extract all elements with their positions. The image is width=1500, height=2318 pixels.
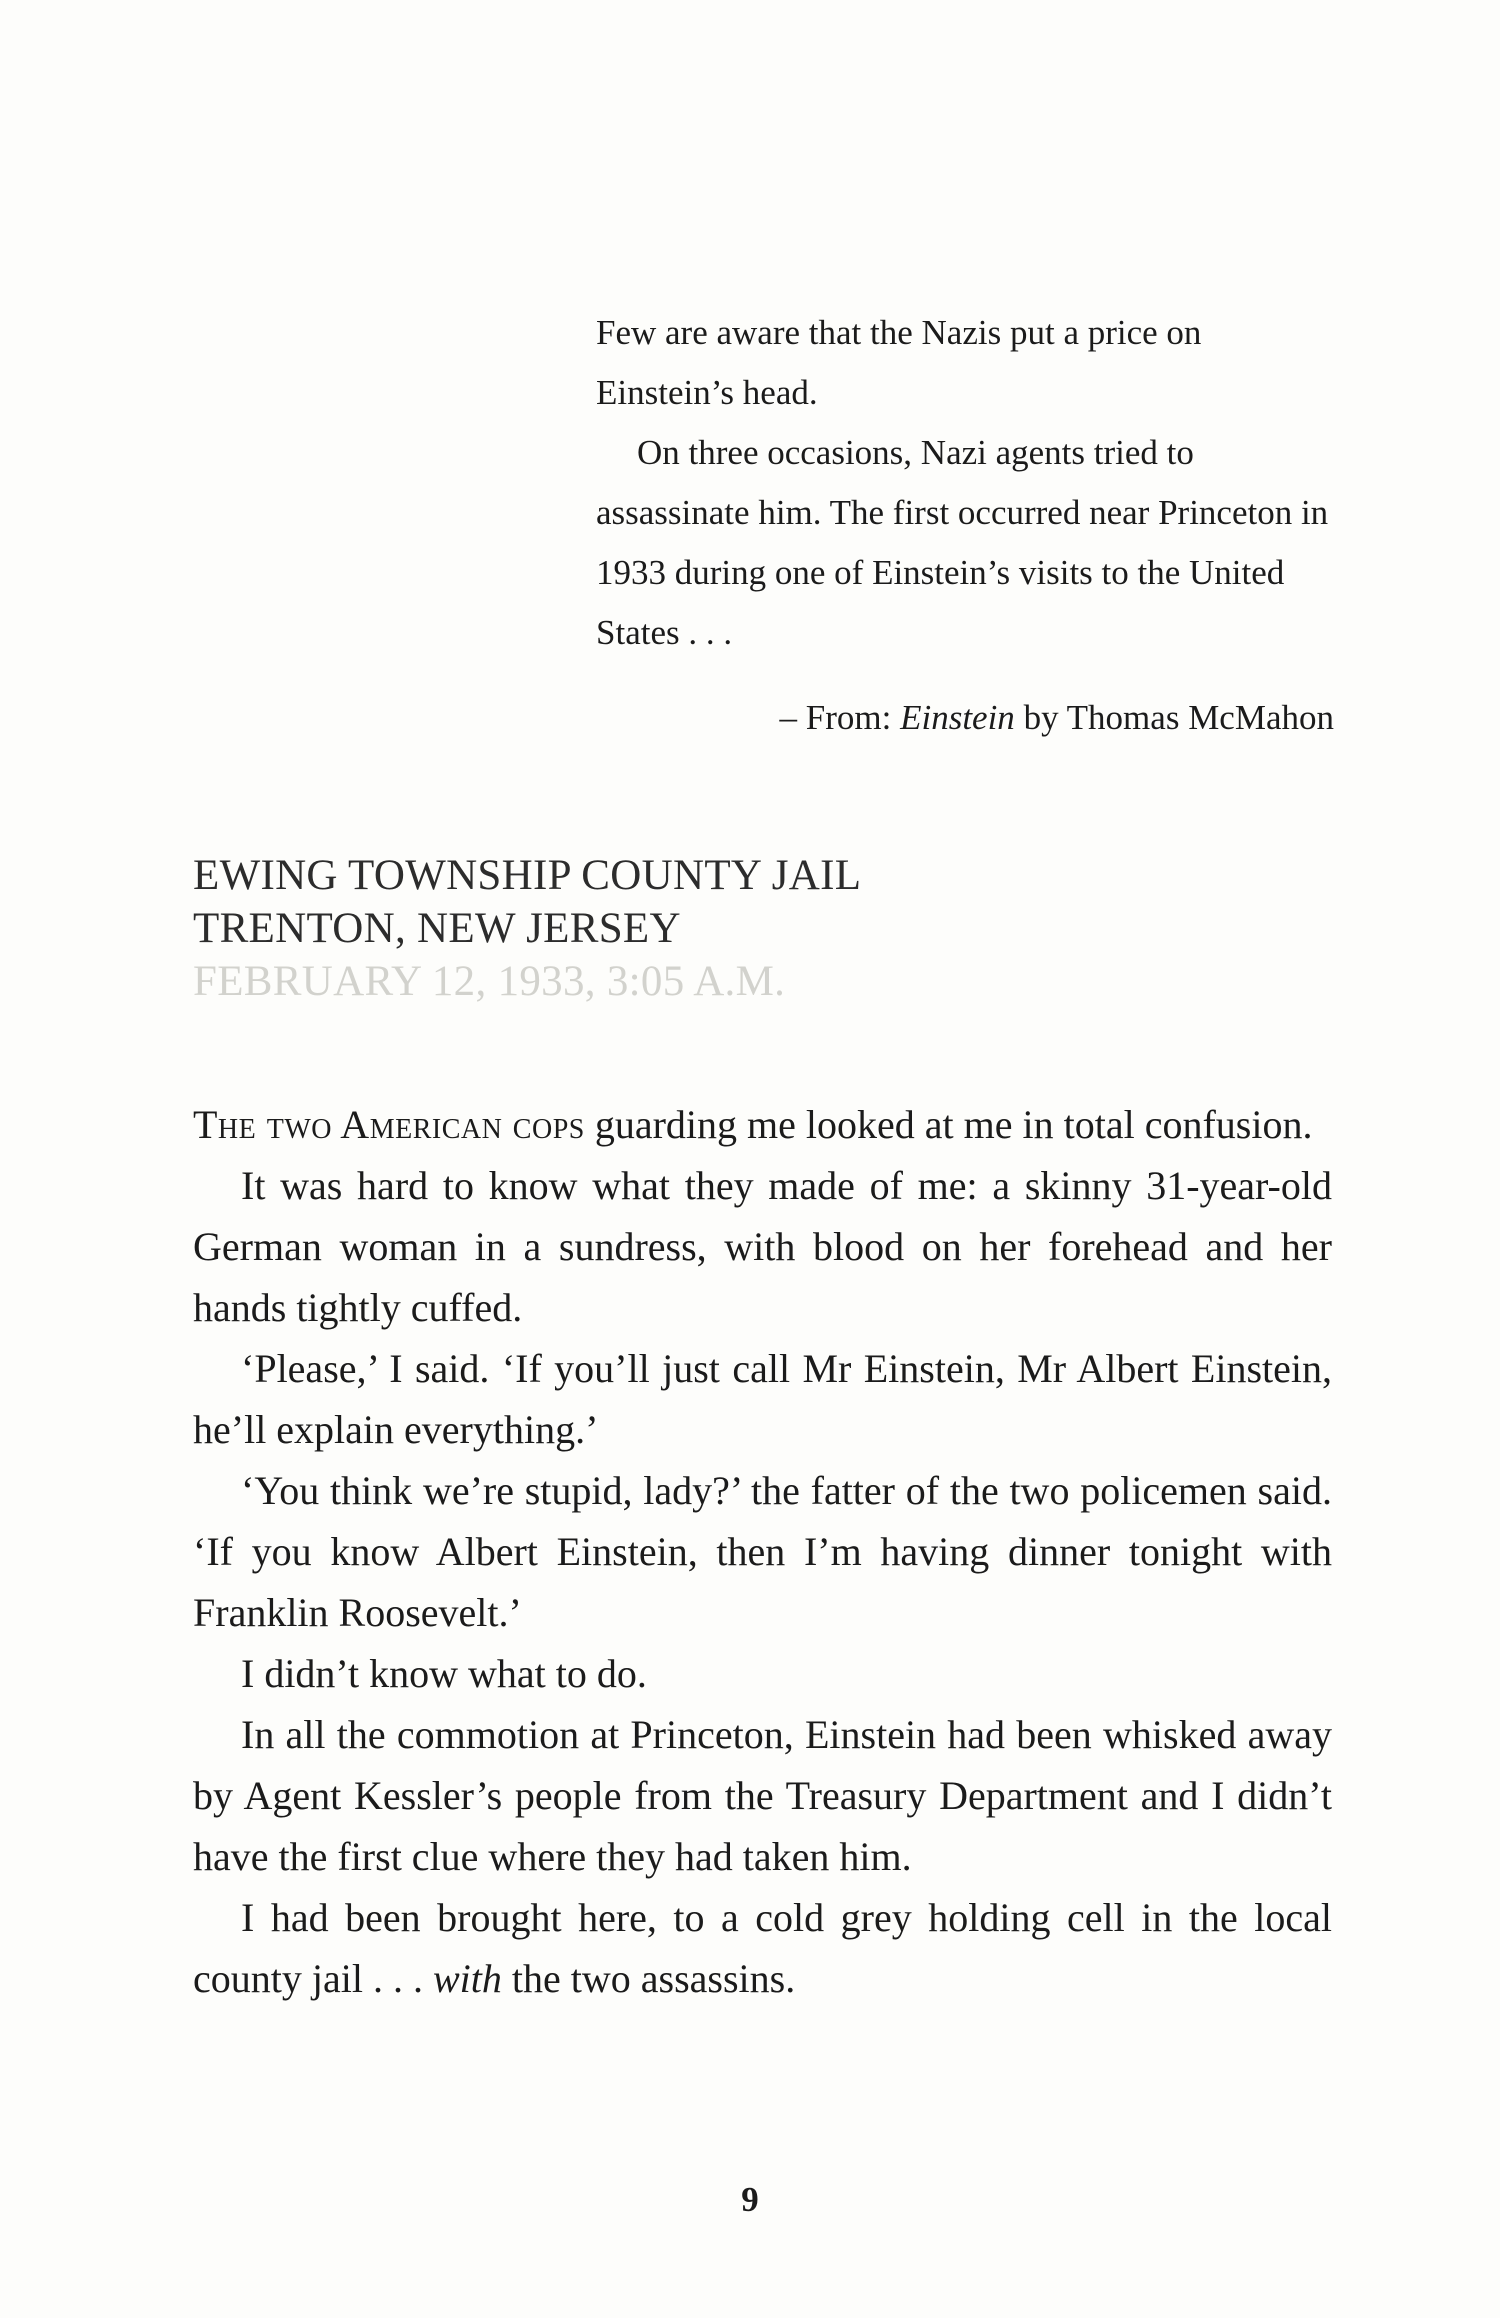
chapter-heading bbox=[193, 849, 861, 1008]
heading-date: FEBRUARY 12, 1933, 3:05 A.M. bbox=[193, 958, 786, 1005]
body-paragraph-4: ‘You think we’re stupid, lady?’ the fatter of the two policemen said. ‘If you know Albert Einstein, then I’m having dinner tonight with Franklin Roosevelt.’ bbox=[193, 1468, 1332, 1635]
epigraph-paragraph-1: Few are aware that the Nazis put a price on Einstein’s head. bbox=[596, 313, 1202, 412]
attribution-prefix: – From: bbox=[779, 698, 901, 737]
epigraph-attribution bbox=[596, 688, 1334, 748]
body-paragraph-3: ‘Please,’ I said. ‘If you’ll just call Mr Einstein, Mr Albert Einstein, he’ll explain everything.’ bbox=[193, 1346, 1332, 1452]
epigraph-paragraph-2: On three occasions, Nazi agents tried to assassinate him. The first occurred near Princeton in 1933 during one of Einstein’s visits to the United States . . . bbox=[596, 433, 1329, 652]
body-paragraph-1 bbox=[193, 1094, 1332, 1155]
body-paragraph-7 bbox=[193, 1887, 1332, 2009]
paragraph-1-rest: guarding me looked at me in total confusion. bbox=[584, 1102, 1313, 1147]
epigraph bbox=[596, 303, 1336, 663]
page-number: 9 bbox=[741, 2180, 759, 2219]
body-paragraph-6: In all the commotion at Princeton, Einstein had been whisked away by Agent Kessler’s people from the Treasury Department and I didn’t have the first clue where they had taken him. bbox=[193, 1712, 1332, 1879]
body-paragraph-2: It was hard to know what they made of me: a skinny 31-year-old German woman in a sundress, with blood on her forehead and her hands tightly cuffed. bbox=[193, 1163, 1332, 1330]
paragraph-7-emphasis: with bbox=[432, 1956, 502, 2001]
heading-location: EWING TOWNSHIP COUNTY JAIL bbox=[193, 852, 862, 899]
chapter-body bbox=[193, 1094, 1332, 2009]
heading-city: TRENTON, NEW JERSEY bbox=[193, 905, 681, 952]
attribution-author: by Thomas McMahon bbox=[1014, 698, 1334, 737]
paragraph-7-end: the two assassins. bbox=[501, 1956, 796, 2001]
opening-words: The two American cops bbox=[193, 1102, 585, 1147]
paragraph-7-start: I had been brought here, to a cold grey holding cell in the local county jail . . . bbox=[193, 1895, 1332, 2001]
body-paragraph-5: I didn’t know what to do. bbox=[241, 1651, 647, 1696]
attribution-book-title: Einstein bbox=[900, 698, 1015, 737]
